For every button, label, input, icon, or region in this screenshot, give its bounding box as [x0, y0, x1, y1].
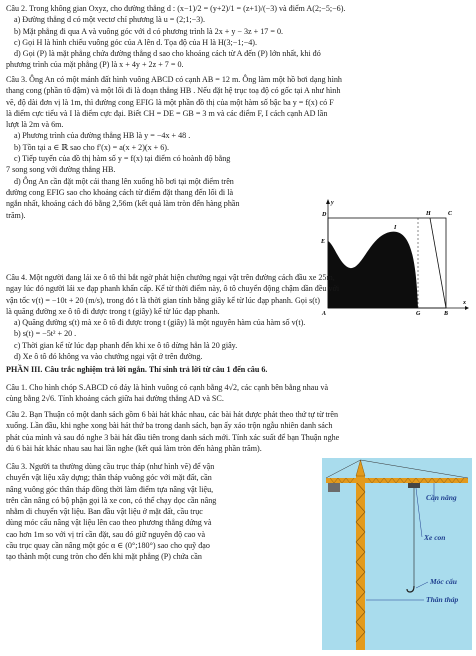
trolley [408, 483, 420, 488]
label-i: I [394, 225, 397, 231]
p3q3-l6: dùng móc cẩu nâng vật liệu lên cao theo phương thẳng đứng và [6, 518, 212, 528]
p3q2-l1: Câu 2. Bạn Thuận có một danh sách gồm 6 bài hát khác nhau, các bài hát được phát theo thứ tự từ trên [6, 410, 339, 419]
p3q3-l8: cầu trục quay cần nâng một góc α ∈ (0°;180°) sao cho quỹ đạo [6, 541, 210, 551]
q3-l5: lượt là 2m và 6m. [6, 120, 64, 130]
q3-d1: d) Ông An cần đặt một cái thang lên xuống hồ bơi tại một điểm trên [14, 176, 234, 186]
part-3-title-text: PHẦN III. Câu trắc nghiệm trả lời ngắn. Thí sinh trả lời từ câu 1 đến câu 6. [6, 365, 268, 374]
label-f: F [350, 262, 355, 268]
part-3-title [6, 364, 468, 375]
q3-d4: trăm). [6, 210, 26, 220]
p3q3-l4: trên cần nâng có bộ phận gọi là xe con, có thể chạy dọc cần nâng [6, 495, 217, 505]
label-x: x [463, 300, 466, 306]
p3q3-l7: cao hơn 1m so với vị trí cần đặt, sau đó giữ nguyên độ cao và [6, 529, 206, 539]
p3q1-l2: cùng bằng 2√6. Tính khoảng cách giữa hai đường thẳng AD và SC. [6, 394, 224, 404]
q2-a: a) Đường thẳng d có một vectơ chỉ phương là u = (2;1;−3). [14, 15, 206, 25]
part3-question-1 [6, 382, 468, 405]
q3-a: a) Phương trình của đường thẳng HB là y = −4x + 48 . [14, 131, 191, 141]
p3q3-l2: chuyển vật liệu xây dựng; thân tháp vuông góc với mặt đất, cần [6, 473, 212, 483]
q4-l1: Câu 4. Một người đang lái xe ô tô thì bắt ngờ phát hiện chướng ngại vật trên đường cách đầu xe 25m, [6, 273, 335, 282]
q4-a: a) Quãng đường s(t) mà xe ô tô đi được trong t (giây) là một nguyên hàm của hàm số v(t). [14, 318, 306, 328]
part3-question-2 [6, 409, 468, 454]
question-2 [6, 3, 468, 71]
p3q3-l1: Câu 3. Người ta thường dùng cầu trục tháp (như hình vẽ) để vận [6, 462, 215, 471]
q3-l2: thang cong (phần tô đậm) và một lối đi là đoạn thẳng HB . Nếu đặt hệ trục toạ độ có gốc tại A như hình [6, 86, 341, 96]
q3-c1: c) Tiếp tuyến của đồ thị hàm số y = f(x) tại điểm có hoành độ bằng [14, 154, 231, 164]
q3-c2: 7 song song với đường thẳng HB. [6, 165, 116, 175]
question-4 [6, 272, 468, 362]
q4-d: d) Xe ô tô đó không va vào chướng ngại vật ở trên đường. [14, 352, 203, 362]
jib-boom [326, 478, 468, 483]
p3q2-l2: xuống. Lần đầu, khi nghe xong bài hát thứ ba trong danh sách, bạn ấy xáo trộn ngẫu nhiên danh sách [6, 421, 333, 431]
label-c: C [448, 211, 453, 217]
q2-c: c) Gọi H là hình chiếu vuông góc của A lên d. Tọa độ của H là H(3;−1;−4). [14, 37, 257, 47]
label-e: E [321, 239, 326, 245]
q3-l4: là điểm cực tiểu và I là điểm cực đại. Biết CH = DE = GB = 3 m và các điểm F, I cách cạnh AD lần [6, 108, 328, 118]
q3-d3: ngắn nhất, khoảng cách đó bằng 2,56m (kết quả làm tròn đến hàng phần [6, 199, 240, 209]
tower-crane-illustration [322, 458, 472, 650]
p3q2-l4: đủ 6 bài hát khác nhau sau hai lần nghe (kết quả làm tròn đến hàng phần trăm). [6, 443, 262, 453]
q4-l3: vận tốc v(t) = −10t + 20 (m/s), trong đó t là thời gian tính bằng giây kể từ lúc đạp phanh. Gọi s(t) [6, 295, 320, 305]
p3q3-l3: nâng vuông góc thân tháp đồng thời làm điểm tựa nâng vật liệu, [6, 484, 214, 494]
label-jib: Cần nâng [426, 493, 457, 502]
p3q3-l9: tạo thành một cung tròn cho đến khi mặt phẳng (P) chứa cần [6, 552, 202, 562]
q2-b: b) Mặt phẳng đi qua A và vuông góc với d có phương trình là 2x + y − 3z + 17 = 0. [14, 26, 284, 36]
q3-d2: đường cong EFIG sao cho khoảng cách từ điểm đặt thang đến lối đi là [6, 187, 234, 197]
sky-background [322, 458, 472, 650]
part3-question-3 [6, 461, 318, 563]
q3-l1: Câu 3. Ông An có một mảnh đất hình vuông ABCD có cạnh AB = 12 m. Ông làm một hồ bơi dạng hình [6, 75, 342, 84]
label-h: H [426, 211, 431, 217]
p3q3-l5: nhằm di chuyển vật liệu. Ban đầu vật liệu ở mặt đất, cầu trục [6, 507, 203, 517]
label-g: G [416, 311, 421, 316]
q2-head: Câu 2. Trong không gian Oxyz, cho đường thẳng d : (x−1)/2 = (y+2)/1 = (z+1)/(−3) và điểm A(2;−5;−6). [6, 4, 346, 13]
label-tower: Thân tháp [426, 595, 459, 604]
q3-b: b) Tồn tại a ∈ ℝ sao cho f′(x) = a(x + 2)(x + 6). [14, 142, 170, 152]
label-trolley: Xe con [424, 533, 446, 542]
q2-d2: phương trình của mặt phẳng (P) là x + 4y + 2z + 7 = 0. [6, 60, 184, 70]
q4-b: b) s(t) = −5t² + 20 . [14, 329, 77, 339]
label-a: A [322, 311, 327, 316]
counterweight [328, 483, 340, 492]
q4-l4: là quãng đường xe ô tô đi được trong t (giây) kể từ lúc đạp phanh. [6, 306, 220, 316]
label-hook: Móc cẩu [430, 577, 457, 586]
label-d: D [322, 212, 327, 218]
q4-c: c) Thời gian kể từ lúc đạp phanh đến khi xe ô tô dừng hẳn là 20 giây. [14, 340, 238, 350]
label-b: B [444, 311, 449, 316]
p3q2-l3: phát của mình và sau đó nghe 3 bài hát đầu tiên trong danh sách mới. Tính xác suất để bạn Thuận nghe [6, 432, 340, 442]
p3q1-l1: Câu 1. Cho hình chóp S.ABCD có đáy là hình vuông có cạnh bằng 4√2, các cạnh bên bằng nhau và [6, 383, 329, 392]
q3-l3: vẽ, độ dài đơn vị là 1m, thì đường cong EFIG là một phần đồ thị của một hàm số bậc ba y = f(x) có F [6, 97, 334, 107]
label-y: y [331, 200, 334, 206]
y-axis-arrow [326, 199, 330, 204]
q2-d1: d) Gọi (P) là mặt phẳng chứa đường thẳng d sao cho khoảng cách từ A đến (P) lớn nhất, khi đó [14, 49, 321, 59]
q4-l2: ngay lúc đó người lái xe đạp phanh khẩn cấp. Kể từ thời điểm này, ô tô chuyển động chậm dần đều với [6, 284, 340, 294]
